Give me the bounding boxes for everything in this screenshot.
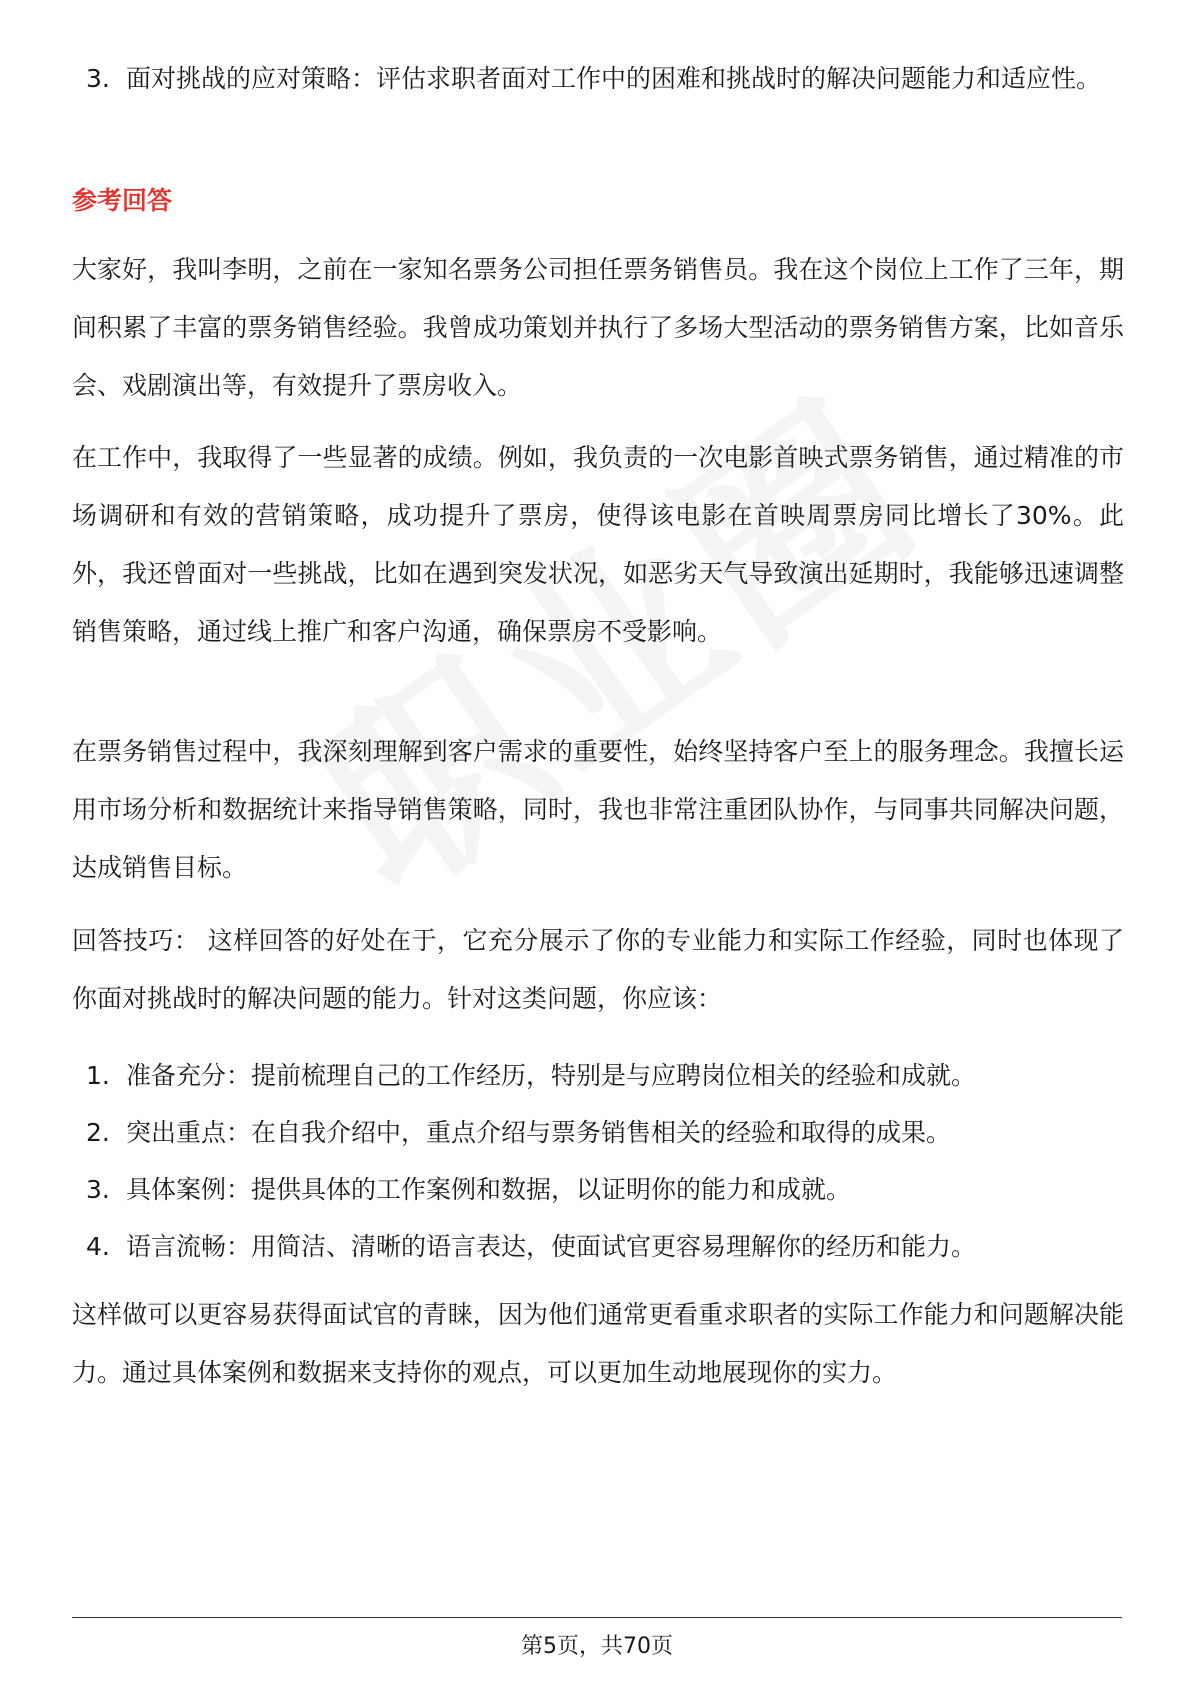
list-item [72,1161,1136,1218]
list-text: 具体案例：提供具体的工作案例和数据，以证明你的能力和成就。 [126,1175,852,1204]
list-item [72,1047,1136,1104]
answer-paragraph-2: 在工作中，我取得了一些显著的成绩。例如，我负责的一次电影首映式票务销售，通过精准的市场调研和有效的营销策略，成功提升了票房，使得该电影在首映周票房同比增长了30%。此外，我还曾面对一些挑战，比如在遇到突发状况，如恶劣天气导致演出延期时，我能够迅速调整销售策略，通过线上推广和客户沟通，确保票房不受影响。 [72,443,1124,646]
list-text: 语言流畅：用简洁、清晰的语言表达，使面试官更容易理解你的经历和能力。 [126,1232,977,1261]
list-number: 1. [86,1061,110,1090]
footer-divider [72,1617,1122,1618]
list-text: 面对挑战的应对策略：评估求职者面对工作中的困难和挑战时的解决问题能力和适应性。 [126,64,1102,93]
document-page [72,0,1122,1684]
list-number: 3. [86,64,110,93]
answer-paragraph-3: 在票务销售过程中，我深刻理解到客户需求的重要性，始终坚持客户至上的服务理念。我擅长运用市场分析和数据统计来指导销售策略，同时，我也非常注重团队协作，与同事共同解决问题，达成销售目标。 [72,737,1124,882]
section-heading: 参考回答 [72,186,173,215]
tips-list [72,1047,1136,1275]
answer-paragraph-1: 大家好，我叫李明，之前在一家知名票务公司担任票务销售员。我在这个岗位上工作了三年，期间积累了丰富的票务销售经验。我曾成功策划并执行了多场大型活动的票务销售方案，比如音乐会、戏剧演出等，有效提升了票房收入。 [72,255,1124,400]
list-number: 2. [86,1118,110,1147]
list-item [72,1104,1136,1161]
page-number: 第5页，共70页 [521,1634,673,1659]
list-number: 3. [86,1175,110,1204]
tips-intro: 回答技巧： 这样回答的好处在于，它充分展示了你的专业能力和实际工作经验，同时也体现了你面对挑战时的解决问题的能力。针对这类问题，你应该： [72,926,1124,1013]
list-number: 4. [86,1232,110,1261]
list-text: 突出重点：在自我介绍中，重点介绍与票务销售相关的经验和取得的成果。 [126,1118,952,1147]
list-item [72,50,1136,107]
list-item [72,1218,1136,1275]
criteria-list [72,50,1136,107]
closing-paragraph: 这样做可以更容易获得面试官的青睐，因为他们通常更看重求职者的实际工作能力和问题解决能力。通过具体案例和数据来支持你的观点，可以更加生动地展现你的实力。 [72,1300,1124,1387]
list-text: 准备充分：提前梳理自己的工作经历，特别是与应聘岗位相关的经验和成就。 [126,1061,977,1090]
